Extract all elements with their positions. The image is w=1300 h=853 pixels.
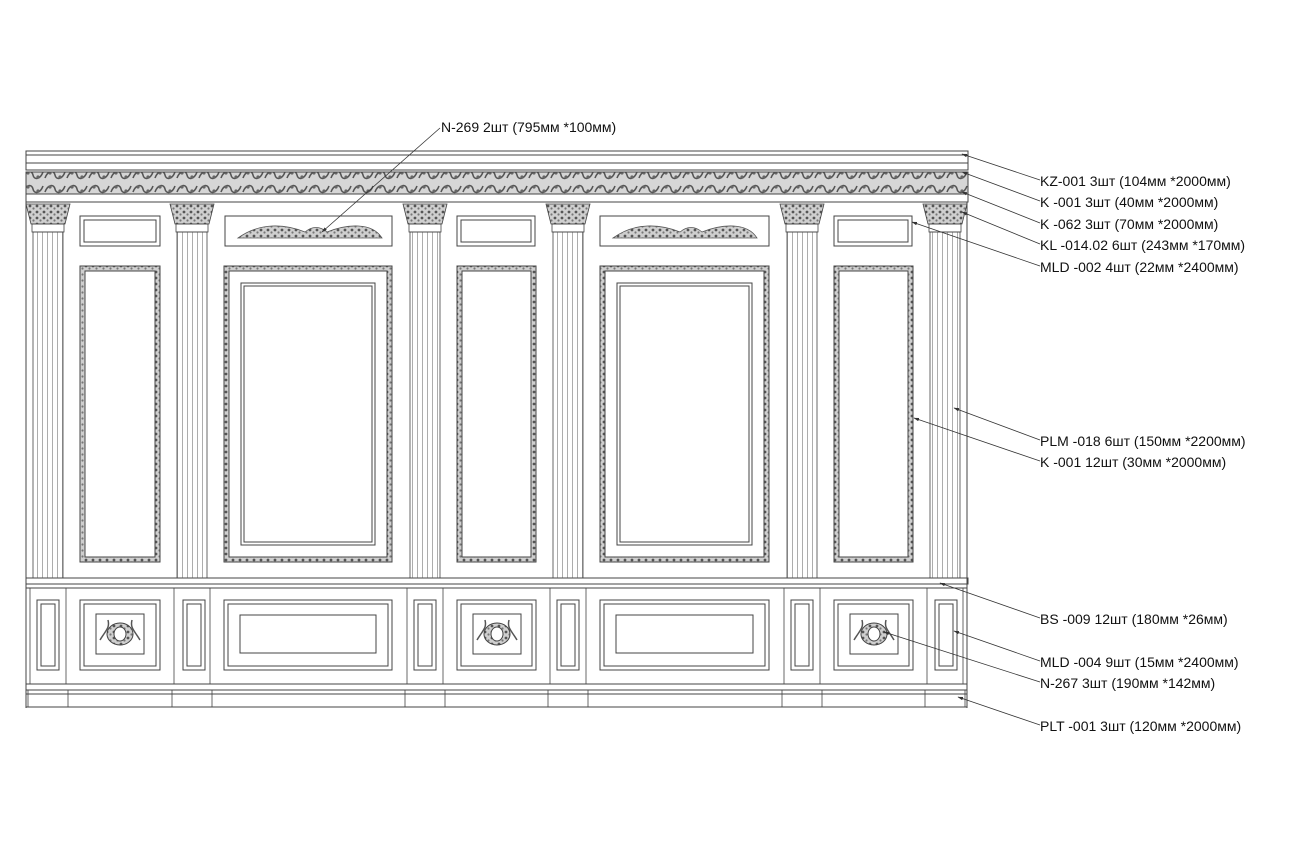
label-plm018: PLM -018 6шт (150мм *2200мм) — [1040, 433, 1246, 449]
pilaster — [403, 204, 447, 707]
chair-rail — [26, 578, 968, 588]
cornice — [26, 151, 968, 202]
ornamental-frieze — [26, 172, 968, 194]
label-n269: N-269 2шт (795мм *100мм) — [441, 119, 617, 135]
label-kl01402: KL -014.02 6шт (243мм *170мм) — [1040, 237, 1246, 253]
label-bs009: BS -009 12шт (180мм *26мм) — [1040, 611, 1228, 627]
pilaster — [26, 204, 70, 707]
pilaster — [923, 204, 967, 707]
label-plt001: PLT -001 3шт (120мм *2000мм) — [1040, 718, 1242, 734]
label-k001-top: K -001 3шт (40мм *2000мм) — [1040, 194, 1219, 210]
label-k001-mid: K -001 12шт (30мм *2000мм) — [1040, 454, 1227, 470]
pilaster — [170, 204, 214, 707]
rosette-ornaments — [96, 614, 898, 654]
label-n267: N-267 3шт (190мм *142мм) — [1040, 675, 1216, 691]
pilaster — [780, 204, 824, 707]
label-k062: K -062 3шт (70мм *2000мм) — [1040, 216, 1219, 232]
plinth — [26, 684, 967, 707]
n269-ornament-right — [613, 226, 757, 238]
pilaster — [546, 204, 590, 707]
label-mld002: MLD -002 4шт (22мм *2400мм) — [1040, 259, 1239, 275]
label-mld004: MLD -004 9шт (15мм *2400мм) — [1040, 654, 1239, 670]
label-kz001: KZ-001 3шт (104мм *2000мм) — [1040, 173, 1231, 189]
n269-ornament-left — [238, 226, 382, 238]
